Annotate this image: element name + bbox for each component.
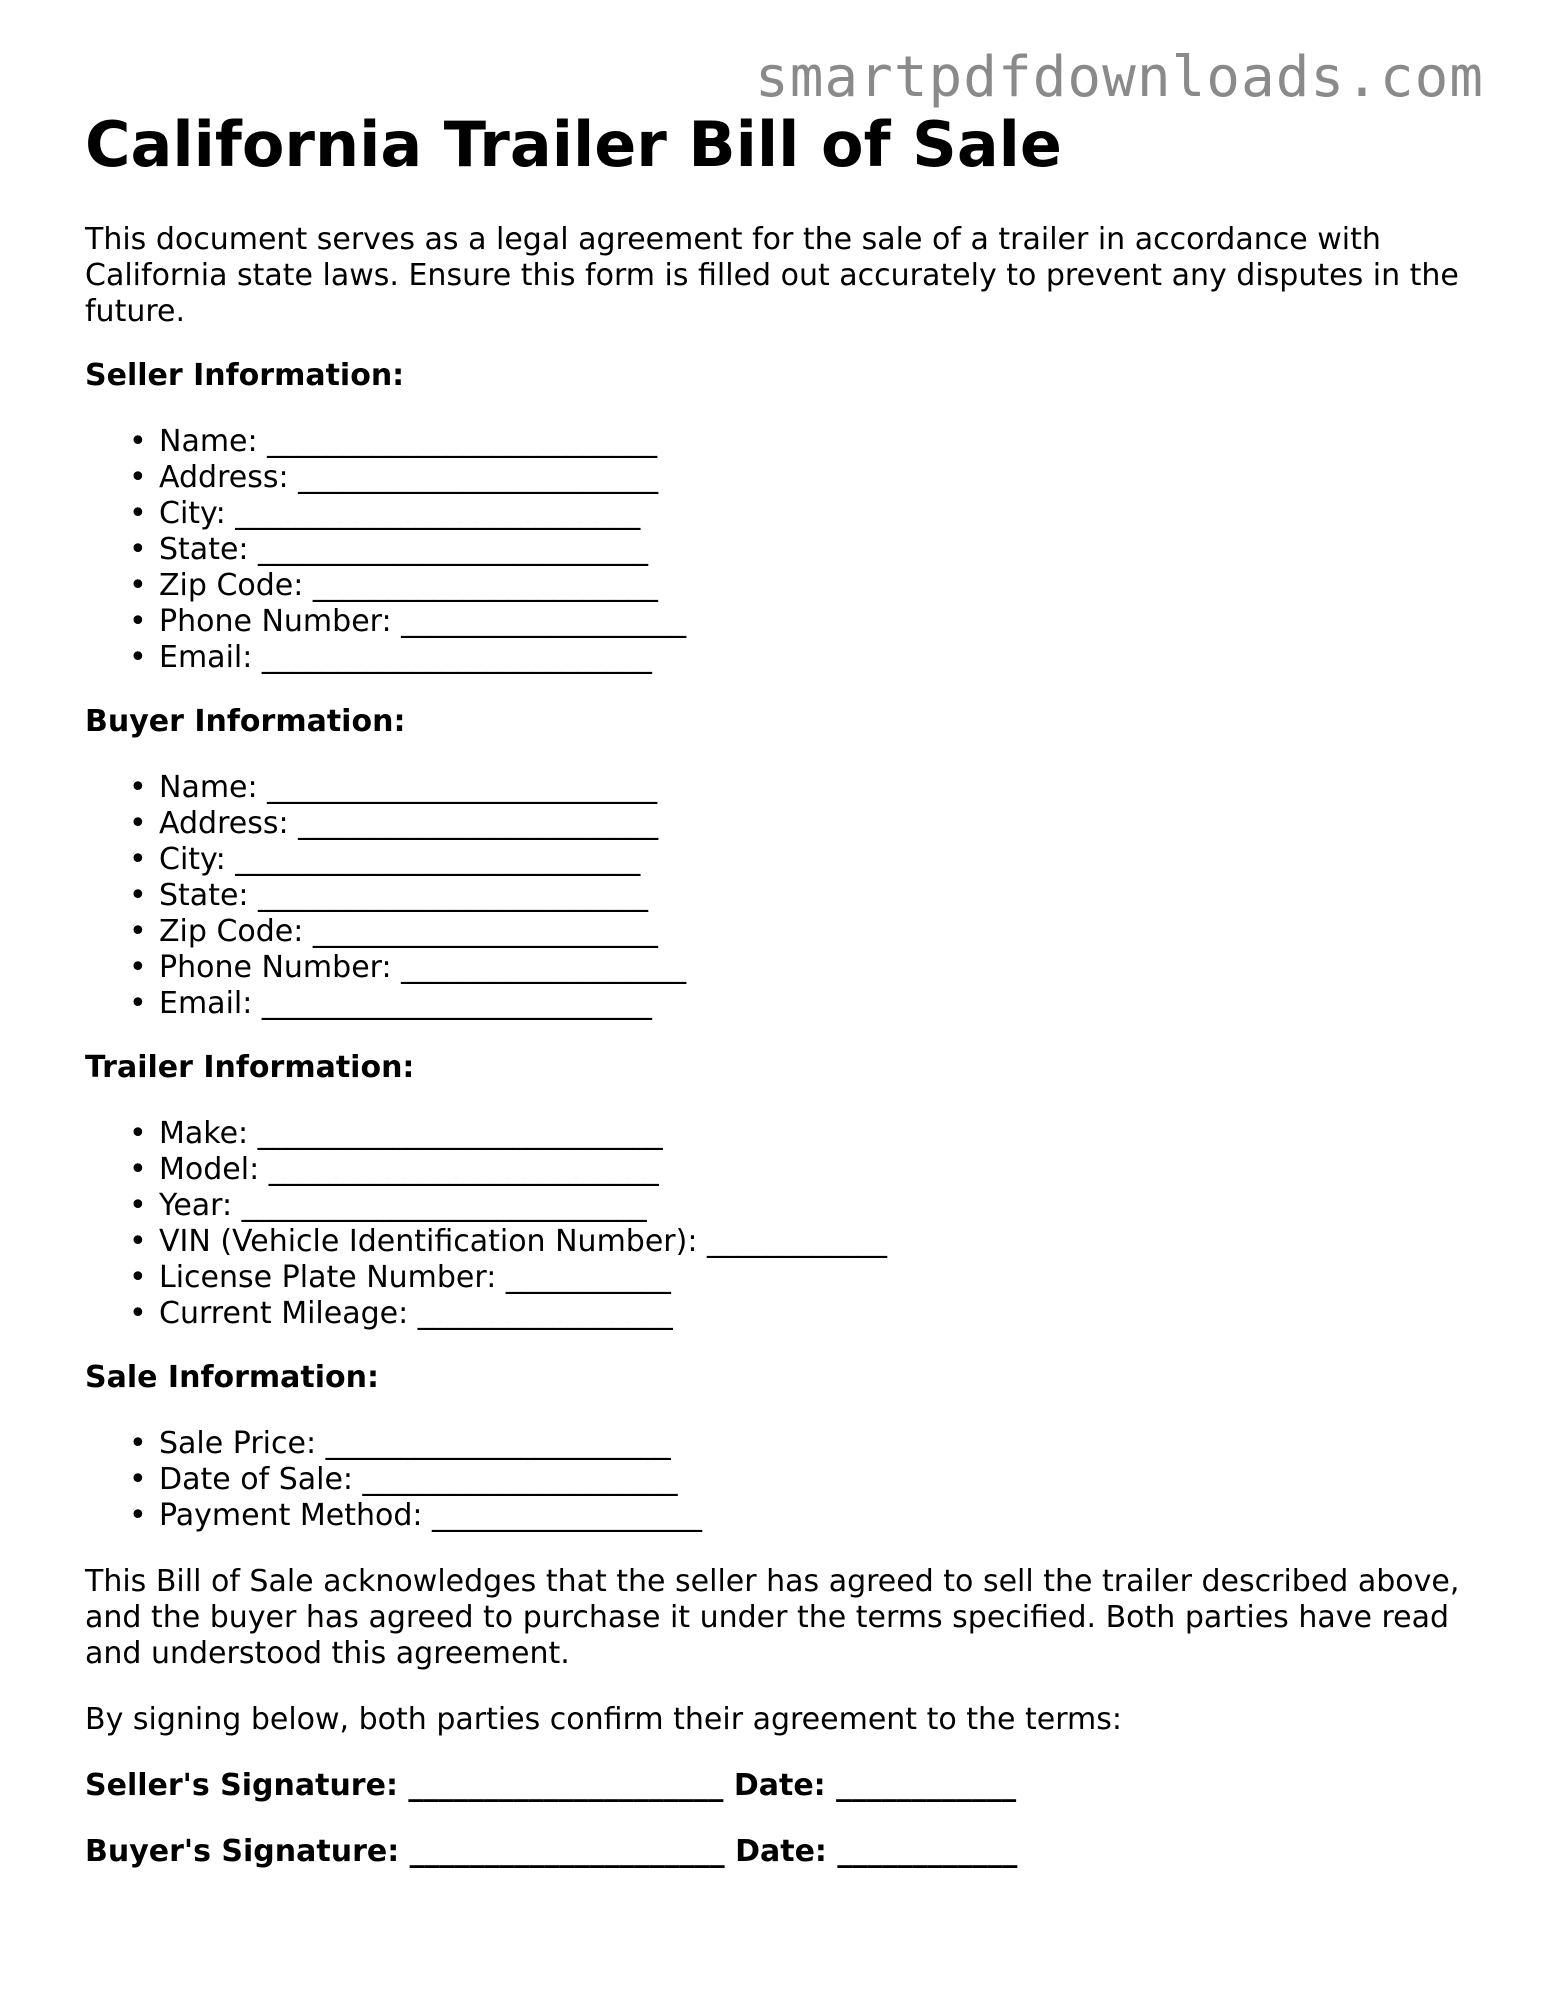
- field-label: Email: __________________________: [159, 986, 652, 1022]
- bullet-icon: •: [129, 1462, 147, 1498]
- list-item: [129, 770, 1485, 806]
- seller-section-heading: Seller Information:: [85, 358, 405, 394]
- field-label: Zip Code: _______________________: [159, 914, 658, 950]
- field-label: Name: __________________________: [159, 770, 658, 806]
- list-item: [129, 1116, 1485, 1152]
- watermark: smartpdfdownloads.com: [754, 45, 1484, 110]
- trailer-field-list: [85, 1116, 1485, 1332]
- seller-signature-line: Seller's Signature: _____________________ Date: ____________: [85, 1768, 1017, 1804]
- list-item: [129, 1426, 1485, 1462]
- trailer-section-heading: Trailer Information:: [85, 1050, 415, 1086]
- bullet-icon: •: [129, 950, 147, 986]
- list-item: [129, 1296, 1485, 1332]
- bullet-icon: •: [129, 460, 147, 496]
- list-item: [129, 878, 1485, 914]
- seller-field-list: [85, 424, 1485, 676]
- field-label: Phone Number: ___________________: [159, 950, 687, 986]
- bullet-icon: •: [129, 1152, 147, 1188]
- field-label: Year: ___________________________: [159, 1188, 647, 1224]
- bullet-icon: •: [129, 1188, 147, 1224]
- field-label: License Plate Number: ___________: [159, 1260, 671, 1296]
- field-label: Address: ________________________: [159, 460, 659, 496]
- buyer-signature-line: Buyer's Signature: _____________________ Date: ____________: [85, 1834, 1018, 1870]
- bullet-icon: •: [129, 1498, 147, 1534]
- bullet-icon: •: [129, 1260, 147, 1296]
- bullet-icon: •: [129, 770, 147, 806]
- sale-field-list: [85, 1426, 1485, 1534]
- list-item: [129, 640, 1485, 676]
- field-label: Model: __________________________: [159, 1152, 659, 1188]
- field-label: State: __________________________: [159, 532, 649, 568]
- bullet-icon: •: [129, 1426, 147, 1462]
- list-item: [129, 532, 1485, 568]
- bullet-icon: •: [129, 640, 147, 676]
- list-item: [129, 1498, 1485, 1534]
- bullet-icon: •: [129, 532, 147, 568]
- field-label: City: ___________________________: [159, 842, 641, 878]
- field-label: Payment Method: __________________: [159, 1498, 703, 1534]
- list-item: [129, 1188, 1485, 1224]
- field-label: Phone Number: ___________________: [159, 604, 687, 640]
- bullet-icon: •: [129, 568, 147, 604]
- buyer-section-heading: Buyer Information:: [85, 704, 406, 740]
- field-label: Name: __________________________: [159, 424, 658, 460]
- bullet-icon: •: [129, 878, 147, 914]
- bullet-icon: •: [129, 496, 147, 532]
- field-label: Current Mileage: _________________: [159, 1296, 673, 1332]
- list-item: [129, 496, 1485, 532]
- field-label: State: __________________________: [159, 878, 649, 914]
- list-item: [129, 842, 1485, 878]
- page-title: California Trailer Bill of Sale: [85, 108, 1062, 181]
- list-item: [129, 986, 1485, 1022]
- field-label: Email: __________________________: [159, 640, 652, 676]
- field-label: Date of Sale: _____________________: [159, 1462, 678, 1498]
- list-item: [129, 1462, 1485, 1498]
- list-item: [129, 424, 1485, 460]
- buyer-field-list: [85, 770, 1485, 1022]
- bullet-icon: •: [129, 1296, 147, 1332]
- list-item: [129, 1260, 1485, 1296]
- intro-paragraph: This document serves as a legal agreement for the sale of a trailer in accordance with California state laws. Ensure this form is filled out accurately to prevent any disputes in the future.: [85, 222, 1459, 330]
- bullet-icon: •: [129, 842, 147, 878]
- list-item: [129, 1224, 1485, 1260]
- bullet-icon: •: [129, 986, 147, 1022]
- bullet-icon: •: [129, 806, 147, 842]
- bullet-icon: •: [129, 604, 147, 640]
- bullet-icon: •: [129, 424, 147, 460]
- field-label: VIN (Vehicle Identification Number): ____________: [159, 1224, 887, 1260]
- bullet-icon: •: [129, 914, 147, 950]
- list-item: [129, 950, 1485, 986]
- field-label: Zip Code: _______________________: [159, 568, 658, 604]
- list-item: [129, 460, 1485, 496]
- sale-section-heading: Sale Information:: [85, 1360, 379, 1396]
- field-label: City: ___________________________: [159, 496, 641, 532]
- list-item: [129, 806, 1485, 842]
- field-label: Make: ___________________________: [159, 1116, 663, 1152]
- acknowledgment-paragraph: This Bill of Sale acknowledges that the seller has agreed to sell the trailer described above, and the buyer has agreed to purchase it under the terms specified. Both parties have read and understood this agreement.: [85, 1564, 1460, 1672]
- signing-intro: By signing below, both parties confirm their agreement to the terms:: [85, 1702, 1122, 1738]
- field-label: Sale Price: _______________________: [159, 1426, 671, 1462]
- field-label: Address: ________________________: [159, 806, 659, 842]
- list-item: [129, 914, 1485, 950]
- bullet-icon: •: [129, 1224, 147, 1260]
- list-item: [129, 604, 1485, 640]
- list-item: [129, 1152, 1485, 1188]
- list-item: [129, 568, 1485, 604]
- document-page: [85, 108, 1485, 1870]
- bullet-icon: •: [129, 1116, 147, 1152]
